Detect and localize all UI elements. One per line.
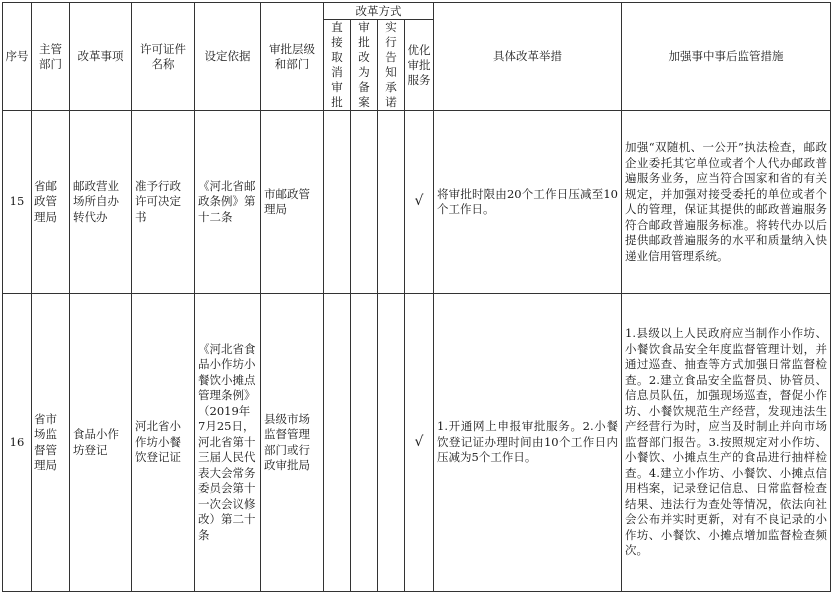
row-mode-filing [351,111,378,294]
row-measures: 将审批时限由20个工作日压减至10个工作日。 [434,111,622,294]
row-mode-optimize: √ [405,111,434,294]
header-mode-optimize: 优化审批服务 [405,20,434,111]
header-supervision: 加强事中事后监管措施 [622,3,831,111]
row-supervision: 加强“双随机、一公开”执法检查，邮政企业委托其它单位或者个人代办邮政普遍服务业务，应当符合国家和省的有关规定，并加强对接受委托的单位或者个人的管理，保证其提供的邮政普遍服务符合邮政普遍服务标准。将转代办以后提供邮政普遍服务的水平和质量纳入快递业信用管理系统。 [622,111,831,294]
reform-table [2,2,831,592]
table-row [3,111,831,294]
header-basis: 设定依据 [195,3,261,111]
row-item: 食品小作坊登记 [70,294,132,592]
header-dept: 主管部门 [32,3,70,111]
row-mode-cancel [324,294,351,592]
row-dept: 省邮政管理局 [32,111,70,294]
header-license: 许可证件名称 [132,3,195,111]
row-measures: 1.开通网上申报审批服务。2.小餐饮登记证办理时间由10个工作日内压减为5个工作日。 [434,294,622,592]
header-item: 改革事项 [70,3,132,111]
row-mode-notify [378,294,405,592]
row-license: 河北省小作坊小餐饮登记证 [132,294,195,592]
header-measures: 具体改革举措 [434,3,622,111]
header-level: 审批层级和部门 [261,3,324,111]
row-basis: 《河北省食品小作坊小餐饮小摊点管理条例》（2019年7月25日，河北省第十三届人民代表大会常务委员会第十一次会议修改）第二十条 [195,294,261,592]
row-mode-filing [351,294,378,592]
row-no: 15 [3,111,32,294]
row-no: 16 [3,294,32,592]
row-level: 市邮政管理局 [261,111,324,294]
row-mode-cancel [324,111,351,294]
row-supervision: 1.县级以上人民政府应当制作小作坊、小餐饮食品安全年度监督管理计划，并通过巡查、抽查等方式加强日常监督检查。2.建立食品安全监督员、协管员、信息员队伍，加强现场巡查，督促小作坊、小餐饮规范生产经营，发现违法生产经营行为时，应当及时制止并向市场监督部门报告。3.按照规定对小作坊、小餐饮、小摊点生产的食品进行抽样检查。4.建立小作坊、小餐饮、小摊点信用档案，记录登记信息、日常监督检查结果、违法行为查处等情况，依法向社会公布并实时更新，对有不良记录的小作坊、小餐饮、小摊点增加监督检查频次。 [622,294,831,592]
row-level: 县级市场监督管理部门或行政审批局 [261,294,324,592]
row-basis: 《河北省邮政条例》第十二条 [195,111,261,294]
table-row [3,294,831,592]
header-mode-notify: 实行告知承诺 [378,20,405,111]
header-mode-group: 改革方式 [324,3,434,20]
row-license: 准予行政许可决定书 [132,111,195,294]
row-item: 邮政营业场所自办转代办 [70,111,132,294]
header-mode-filing: 审批改为备案 [351,20,378,111]
row-mode-optimize: √ [405,294,434,592]
row-dept: 省市场监督管理局 [32,294,70,592]
row-mode-notify [378,111,405,294]
header-mode-cancel: 直接取消审批 [324,20,351,111]
header-no: 序号 [3,3,32,111]
